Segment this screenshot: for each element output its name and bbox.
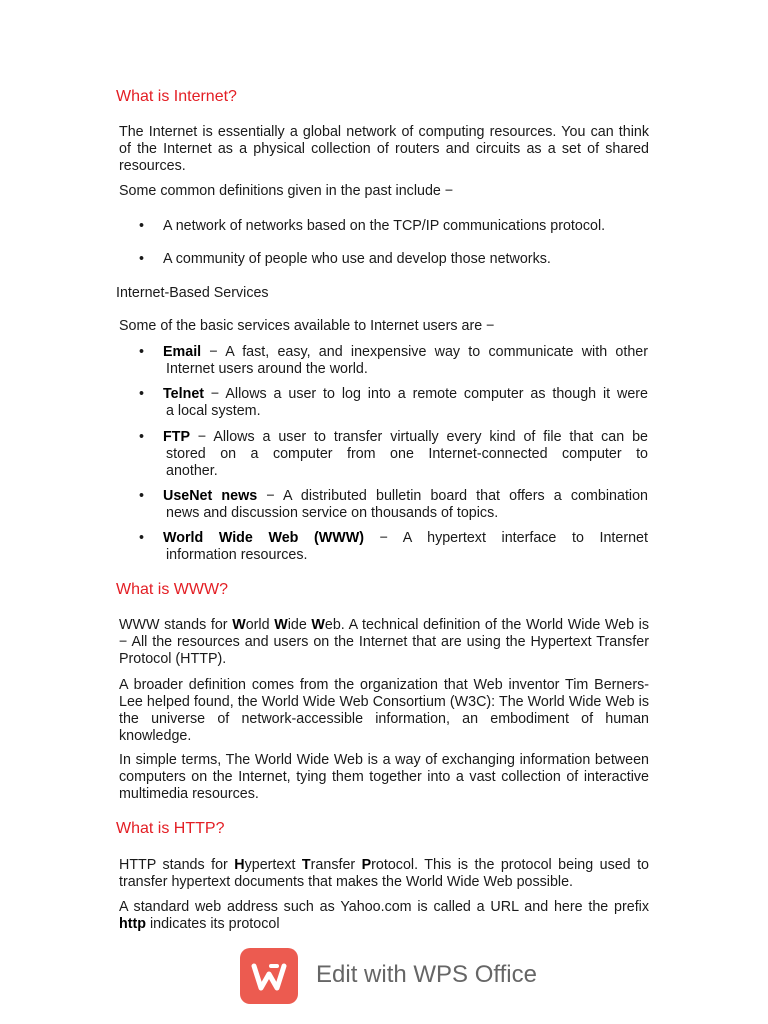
service-term: FTP: [163, 429, 191, 445]
www-paragraph-3: In simple terms, The World Wide Web is a way of exchanging information between computers on the Internet, tying them together into a vast collection of interactive multimedia resources.: [119, 752, 649, 802]
bullet-dot: •: [139, 488, 145, 504]
bullet-dot: •: [139, 251, 145, 267]
bullet-dot: •: [139, 218, 145, 234]
internet-paragraph-2: Some common definitions given in the past include −: [119, 183, 454, 199]
www-paragraph-1: WWW stands for World Wide Web. A technical definition of the World Wide Web is − All the resources and users on the Internet that are using the Hypertext Transfer Protocol (HTTP).: [119, 617, 649, 667]
heading-internet: What is Internet?: [116, 88, 237, 105]
wps-logo-icon: [240, 948, 298, 1004]
service-term: Email: [163, 344, 202, 360]
bullet-dot: •: [139, 530, 145, 546]
wps-edit-banner[interactable]: [240, 948, 570, 1004]
service-term: UseNet news: [163, 488, 258, 504]
bullet-dot: •: [139, 429, 145, 445]
www-paragraph-2: A broader definition comes from the organization that Web inventor Tim Berners-Lee helped found, the World Wide Web Consortium (W3C): The World Wide Web is the universe of network-accessible information, an embodiment of human knowledge.: [119, 677, 649, 744]
bullet-dot: •: [139, 386, 145, 402]
services-intro: Some of the basic services available to Internet users are −: [119, 318, 495, 334]
document-page: What is Internet? The Internet is essentially a global network of computing resources. You can think of the Internet as a physical collection of routers and circuits as a set of shared resources. Some common definitions given in the past include − • A network of networks based on the TCP/IP communications protocol. • A community of people who use and develop those networks. Internet-Based Services Some of the basic services available to Internet users are − • Email − A fast, easy, and inexpensive way to communicate with other Internet users around the world. • Telnet − Allows a user to log into a remote computer as though it were a local system. • FTP − Allows a user to transfer virtually every kind of file that can be stored on a computer from one Internet-connected computer to another. • UseNet news − A distributed bulletin board that offers a combination news and discussion service on thousands of topics. • World Wide Web (WWW) − A hypertext interface to Internet information resources. What is WWW? WWW stands for World Wide Web. A technical definition of the World Wide Web is − All the resources and users on the Internet that are using the Hypertext Transfer Protocol (HTTP). A broader definition comes from the organization that Web inventor Tim Berners-Lee helped found, the World Wide Web Consortium (W3C): The World Wide Web is the universe of network-accessible information, an embodiment of human knowledge. In simple terms, The World Wide Web is a way of exchanging information between computers on the Internet, tying them together into a vast collection of interactive multimedia resources. What is HTTP? HTTP stands for Hypertext Transfer Protocol. This is the protocol being used to transfer hypertext documents that makes the World Wide Web possible. A standard web address such as Yahoo.com is called a URL and here the prefix http indicates its protocol Edit with WPS Office: [0, 0, 768, 1024]
service-term: World Wide Web (WWW): [163, 530, 364, 546]
heading-www: What is WWW?: [116, 581, 228, 598]
heading-http: What is HTTP?: [116, 820, 225, 837]
http-paragraph-1: HTTP stands for Hypertext Transfer Protocol. This is the protocol being used to transfer hypertext documents that makes the World Wide Web possible.: [119, 857, 650, 890]
wps-edit-text[interactable]: Edit with WPS Office: [316, 961, 537, 988]
http-paragraph-2: A standard web address such as Yahoo.com is called a URL and here the prefix http indicates its protocol: [119, 899, 649, 932]
service-term: Telnet: [163, 386, 205, 402]
bullet-dot: •: [139, 344, 145, 360]
internet-paragraph-1: The Internet is essentially a global network of computing resources. You can think of the Internet as a physical collection of routers and circuits as a set of shared resources.: [119, 124, 649, 174]
services-label: Internet-Based Services: [116, 285, 269, 301]
